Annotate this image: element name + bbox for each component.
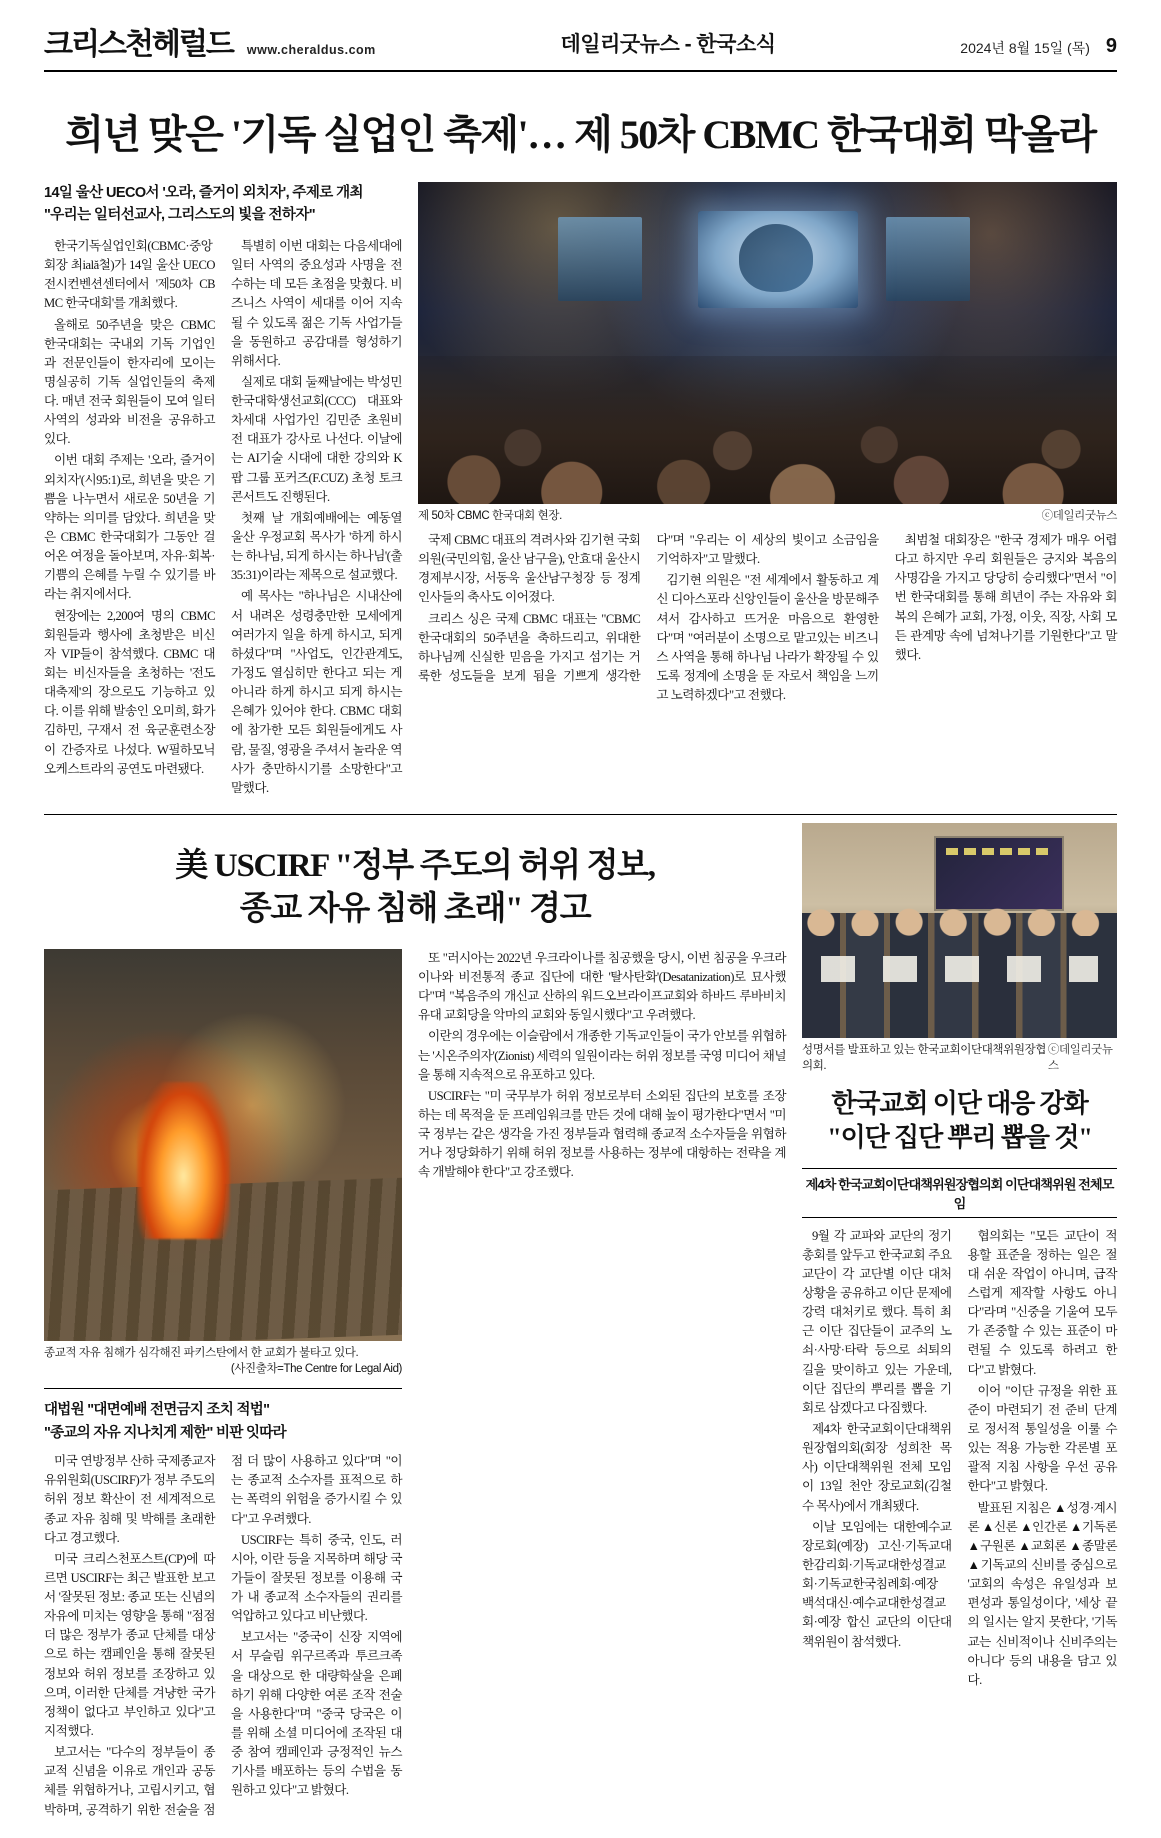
article1-deck-line1: 14일 울산 UECO서 '오라, 즐거이 외치자', 주제로 개최 — [44, 185, 363, 201]
stage-main-screen — [698, 211, 859, 308]
article2-region — [44, 823, 786, 1820]
article3-kicker: 제4차 한국교회이단대책위원장협의회 이단대책위원 전체모임 — [802, 1168, 1117, 1218]
article2-headline-line1: 美 USCIRF "정부 주도의 허위 정보, — [175, 848, 655, 885]
article2-photo-caption — [44, 1341, 402, 1378]
article1-body-left — [44, 237, 402, 798]
caption-line1: 종교적 자유 침해가 심각해진 파키스탄에서 한 교회가 불타고 있다. — [44, 1346, 359, 1359]
article1-paragraph: 국제 CBMC 대표의 격려사와 김기현 국회의원(국민의힘, 울산 남구을), 안효대 울산시 경제부시장, 서동욱 울산남구청장 등 정계 인사들의 축사도 이어졌다. — [418, 533, 641, 605]
caption-divider — [44, 1388, 402, 1389]
article2-text-column — [418, 949, 786, 1820]
article3-headline-line2: "이단 집단 뿌리 뽑을 것" — [827, 1123, 1092, 1153]
article1-headline: 희년 맞은 '기독 실업인 축제'… 제 50차 CBMC 한국대회 막올라 — [65, 112, 1096, 157]
stage-side-screen-left — [558, 217, 642, 301]
publication-logo: 크리스천헤럴드 — [44, 28, 233, 61]
article3-paragraph: 9월 각 교파와 교단의 정기총회를 앞두고 한국교회 주요 교단이 각 교단별 이단 대처 상황을 공유하고 이단 문제에 강력 대처키로 했다. 특히 최근 이단 집단들이 교주의 노쇠·사망·타락 등으로 쇠퇴의 길을 맞이하고 있는 가운데, 이단 집단의 뿌리를 뽑을 기회로 삼겠다고 다짐했다. — [802, 1228, 952, 1415]
article2-photo-column — [44, 949, 402, 1820]
caption-text: 제 50차 CBMC 한국대회 현장. — [418, 510, 562, 522]
lower-layout — [44, 823, 1117, 1820]
article3-region — [802, 823, 1117, 1820]
article1-layout — [44, 182, 1117, 798]
article1-body-right — [418, 531, 1117, 705]
section-title: 데일리굿뉴스 - 한국소식 — [560, 33, 776, 56]
photo-art — [802, 823, 1117, 1038]
article3-headline-line1: 한국교회 이단 대응 강화 — [831, 1089, 1088, 1119]
publication-url: www.cheraldus.com — [246, 43, 376, 57]
article1-paragraph: 실제로 대회 둘째날에는 박성민 한국대학생선교회(CCC) 대표와 차세대 사업가인 김민준 초원비전 대표가 강사로 나선다. 이날에는 AI기술 시대에 대한 강의와 K팝 그룹 포커즈(F.CUZ) 초청 토크콘서트도 진행된다. — [231, 374, 402, 504]
article2-paragraph: 미국 크리스천포스트(CP)에 따르면 USCIRF는 최근 발표한 보고서 '잘못된 정보: 종교 또는 신념의 자유에 미치는 영향'을 통해 "점점 더 많은 정부가 종교 단체를 대상으로 하는 캠페인을 통해 잘못된 정보와 허위 정보를 조장하고 있으며, 이러한 단체를 겨냥한 국가 정책이 없다고 부인하고 있다"고 지적했다. — [44, 1551, 215, 1739]
article2-paragraph: 이란의 경우에는 이슬람에서 개종한 기독교인들이 국가 안보를 위협하는 '시온주의자'(Zionist) 세력의 일원이라는 허위 정보를 국영 미디어 채널을 통해 지속적으로 유포하고 있다. — [418, 1029, 786, 1082]
article1-left-column — [44, 182, 402, 798]
crowd-area — [418, 356, 1117, 504]
article2-paragraph: 보고서는 "다수의 정부들이 종교적 신념을 이유로 개인과 공동체를 위협하거나, 고립시키고, 협박하며, 공격하기 위한 전술을 점점 더 많이 사용하고 있다"며 "이는 종교적 소수자를 표적으로 하는 폭력의 위험을 증가시킬 수 있다"고 우려했다. — [44, 1454, 402, 1817]
section-divider — [44, 814, 1117, 815]
article2-layout — [44, 949, 786, 1820]
caption-text: 성명서를 발표하고 있는 한국교회이단대책위원장협의회. — [802, 1044, 1046, 1073]
article3-photo — [802, 823, 1117, 1038]
projection-screen — [934, 836, 1064, 911]
article1-deck — [44, 182, 402, 227]
rubble-area — [44, 1178, 402, 1341]
article2-photo — [44, 949, 402, 1341]
article1-right-column — [418, 182, 1117, 798]
article1-deck-line2: "우리는 일터선교사, 그리스도의 빛을 전하자" — [44, 207, 316, 224]
article1-paragraph: 김기현 의원은 "전 세계에서 활동하고 계신 디아스포라 신앙인들이 울산을 방문해주셔서 감사하고 뜨거운 마음으로 환영한다"며 "여러분이 소명으로 맡고있는 비즈니스 사역을 통해 하나님 나라가 확장될 수 있도록 정계에 소명을 둔 자로서 책임을 느끼고 노력하겠다"고 전했다. — [656, 573, 879, 703]
article2-paragraph: 보고서는 "중국이 신장 지역에서 무슬림 위구르족과 투르크족을 대상으로 한 대량학살을 은폐하기 위해 다양한 여론 조작 전술을 사용한다"며 "중국 당국은 이를 위해 소셜 미디어에 조작된 대중 참여 캠페인과 긍정적인 뉴스 기사를 배포하는 등의 수법을 동원하고 있다"고 밝혔다. — [231, 1630, 402, 1798]
statement-papers — [821, 956, 1098, 982]
article2-paragraph: USCIRF는 "미 국무부가 허위 정보로부터 소외된 집단의 보호를 조장하는 데 목적을 둔 프레임워크를 만든 것에 대해 높이 평가한다"면서 "미국 정부는 같은 생각을 가진 정부들과 협력해 종교적 소수자들을 위협하거나 정당화하기 위해 허위 정보를 사용하는 정부에 대항하는 전략을 계속 개발해야 한다"고 강조했다. — [418, 1088, 786, 1180]
article1-paragraph: 예 목사는 "하나님은 시내산에서 내려온 성령충만한 모세에게 여러가지 일을 하게 하시고, 되게 하셨다"며 "사업도, 인간관계도, 가정도 열심히만 한다고 되는 게 아니라 하게 하시고 되게 하시는 은혜가 있어야 한다. CBMC 대회에 참가한 모든 회원들에게도 사람, 물질, 영광을 주셔서 놀라운 역사가 충만하시기를 소망한다"고 말했다. — [231, 589, 402, 795]
article3-paragraph: 발표된 지침은 ▲성경·계시론 ▲신론 ▲인간론 ▲기독론 ▲구원론 ▲교회론 ▲종말론 ▲기독교의 신비를 중심으로 '교회의 속성은 유일성과 보편성과 통일성이다', '세상 끝의 일시는 알지 못한다', '기독교는 신비적이나 신비주의는 아니다' 등의 내용을 담고 있다. — [967, 1500, 1117, 1687]
article2-paragraph: 미국 연방정부 산하 국제종교자유위원회(USCIRF)가 정부 주도의 허위 정보 확산이 전 세계적으로 종교 자유 침해 및 박해를 초래한다고 경고했다. — [44, 1454, 215, 1545]
article2-deck-line2: "종교의 자유 지나치게 제한" 비판 잇따라 — [44, 1424, 286, 1441]
article3-headline — [802, 1087, 1117, 1156]
article3-paragraph: 협의회는 "모든 교단이 적용할 표준을 정하는 일은 절대 쉬운 작업이 아니며, 급작스럽게 제작할 사항도 아니다"라며 "신중을 기울여 모두가 존중할 수 있는 표준이 마련될 수 있도록 하려고 한다"고 밝혔다. — [967, 1228, 1117, 1377]
photo-art — [44, 949, 402, 1341]
article2-deck — [44, 1399, 402, 1444]
issue-date: 2024년 8월 15일 (목) — [960, 40, 1090, 56]
photo-art — [418, 182, 1117, 504]
article3-paragraph: 이어 "이단 규정을 위한 표준이 마련되기 전 준비 단계로 정서적 통일성을 이룰 수 있는 적용 가능한 각론별 포괄적 지침 사항을 우선 공유한다"고 밝혔다. — [967, 1383, 1117, 1494]
article2-paragraph: USCIRF는 특히 중국, 인도, 러시아, 이란 등을 지목하며 해당 국가들이 잘못된 정보를 이용해 국가 내 종교적 소수자들의 권리를 억압하고 있다고 비난했다. — [231, 1532, 402, 1624]
article1-paragraph: 이번 대회 주제는 '오라, 즐거이 외치자'(시95:1)로, 희년을 맞은 기쁨을 나누면서 새로운 50년을 기약하는 의미를 담았다. 희년을 맞은 CBMC 한국대회가 그동안 걸어온 여정을 돌아보며, 자유·회복·기쁨의 은혜를 누릴 수 있기를 바라는 취지에서다. — [44, 453, 215, 602]
article2-headline — [44, 845, 786, 931]
article3-body — [802, 1227, 1117, 1690]
article3-paragraph: 이날 모임에는 대한예수교장로회(예장) 고신·기독교대한감리회·기독교대한성결교회·기독교한국침례회·예장 백석대신·예수교대한성결교회·예장 합신 교단의 이단대책위원이 참석했다. — [802, 1519, 952, 1649]
article1-paragraph: 최범철 대회장은 "한국 경제가 매우 어렵다고 하지만 우리 회원들은 긍지와 복음의 사명감을 가지고 당당히 승리했다"면서 "이번 한국대회를 통해 희년이 주는 자유와 회복의 은혜가 교회, 가정, 이웃, 직장, 사회 모든 관계망 속에 넘쳐나기를 기원한다"고 말했다. — [894, 533, 1117, 662]
article3-photo-caption — [802, 1038, 1117, 1073]
masthead-right — [960, 35, 1117, 60]
photo-credit: ⓒ데일리굿뉴스 — [1047, 1044, 1113, 1073]
article1-paragraph: 특별히 이번 대회는 다음세대에 일터 사역의 중요성과 사명을 전수하는 데 모든 초점을 맞췄다. 비즈니스 사역이 세대를 이어 지속될 수 있도록 젊은 기독 사업가들을 동원하고 공감대를 형성하기 위해서다. — [231, 238, 402, 368]
article1-paragraph: 첫째 날 개회예배에는 예동열 울산 우정교회 목사가 '하게 하시는 하나님, 되게 하시는 하나님'(출 35:31)이라는 제목으로 설교했다. — [231, 510, 402, 583]
article2-paragraph: 또 "러시아는 2022년 우크라이나를 침공했을 당시, 이번 침공을 우크라이나와 비전통적 종교 집단에 대한 '탈사탄화'(Desatanization)로 묘사했다"며 "복음주의 개신교 산하의 워드오브라이프교회와 하바드 루바비치 유대 교회당을 악마의 교회와 동일시했다"고 우려했다. — [418, 950, 786, 1023]
article2-deck-line1: 대법원 "대면예배 전면금지 조치 적법" — [44, 1402, 270, 1419]
article1-photo-caption — [418, 504, 1117, 523]
masthead — [44, 28, 1117, 72]
masthead-left — [44, 30, 376, 60]
article1-paragraph: 올해로 50주년을 맞은 CBMC 한국대회는 국내외 기독 기업인과 전문인들이 한자리에 모이는 명실공히 기독 실업인들의 축제다. 매년 전국 회원들이 모여 일터 사역의 성과와 비전을 공유하고 있다. — [44, 317, 215, 447]
article1-photo — [418, 182, 1117, 504]
article1-paragraph: 현장에는 2,200여 명의 CBMC 회원들과 행사에 초청받은 비신자 VIP들이 참석했다. CBMC 대회는 비신자들을 초청하는 '전도대축제'의 장으로도 기능하고 있다. 이를 위해 발송인 오미희, 화가 김하민, 구재서 전 육군훈련소장이 간증자로 나섰다. W필하모닉 오케스트라의 공연도 마련됐다. — [44, 608, 215, 776]
page-number: 9 — [1105, 35, 1117, 57]
article2-body-left — [44, 1452, 402, 1820]
article3-paragraph: 제4차 한국교회이단대책위원장협의회(회장 성희찬 목사) 이단대책위원 전체 모임이 13일 천안 장로교회(김철수 목사)에서 개최됐다. — [802, 1422, 952, 1513]
photo-credit: ⓒ데일리굿뉴스 — [1041, 510, 1117, 522]
article1-paragraph: 크리스 싱은 국제 CBMC 대표는 "CBMC 한국대회의 50주년을 축하드리고, 위대한 하나님께 신실한 믿음을 가지고 섬기는 거룩한 성도들을 보게 됨을 기쁘게 생각한다"며 "우리는 이 세상의 빛이고 소금임을 기억하자"고 말했다. — [418, 533, 879, 683]
article2-headline-line2: 종교 자유 침해 초래" 경고 — [239, 890, 591, 927]
article1-paragraph: 한국기독실업인회(CBMC·중앙회장 최ială철)가 14일 울산 UECO전시컨벤션센터에서 '제50차 CBMC 한국대회'를 개최했다. — [44, 238, 215, 311]
stage-side-screen-right — [886, 217, 970, 301]
caption-line2: (사진출차=The Centre for Legal Aid) — [230, 1363, 402, 1376]
